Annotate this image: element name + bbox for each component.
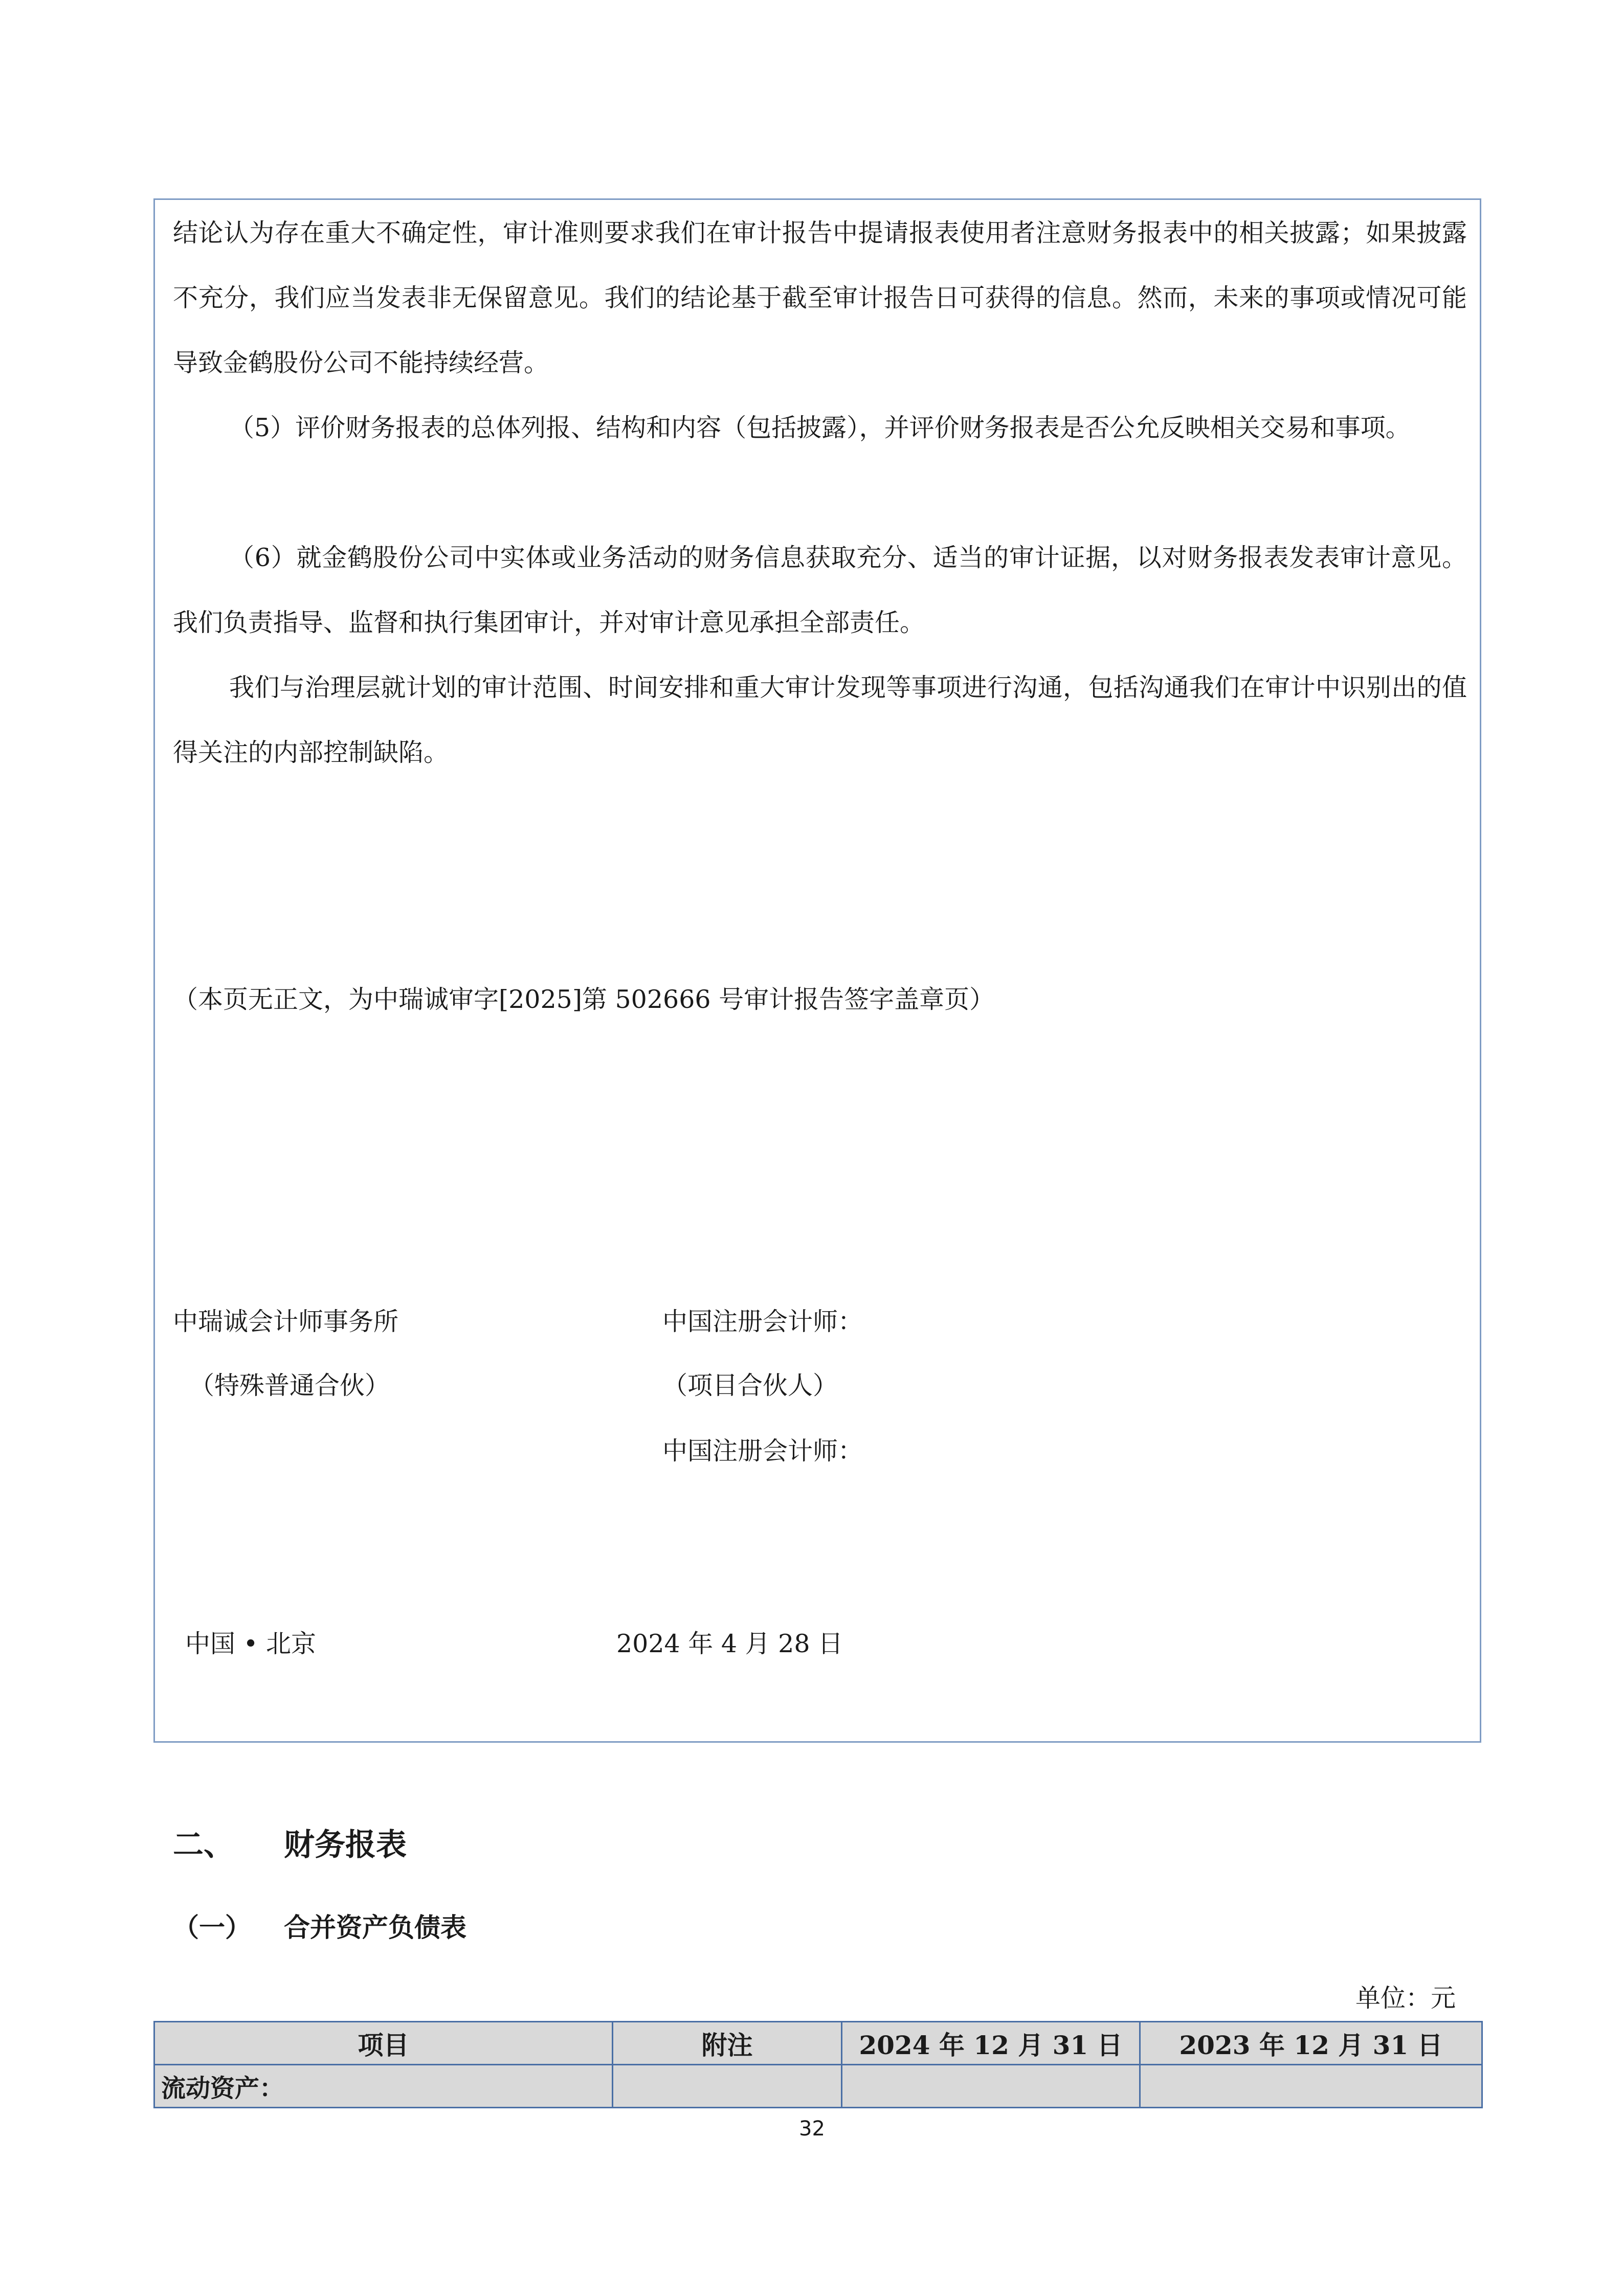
row-label: 流动资产： bbox=[154, 2065, 613, 2108]
subsection-number: （一） bbox=[173, 1913, 252, 1943]
partner-label: （项目合伙人） bbox=[662, 1371, 838, 1400]
page-number: 32 bbox=[799, 2117, 825, 2141]
table-row bbox=[154, 2065, 1482, 2108]
header-note: 附注 bbox=[613, 2022, 842, 2065]
firm-name: 中瑞诚会计师事务所 bbox=[173, 1307, 399, 1336]
paragraph-item-5: （5）评价财务报表的总体列报、结构和内容（包括披露），并评价财务报表是否公允反映相关交易和事项。 bbox=[229, 413, 1411, 442]
firm-type: （特殊普通合伙） bbox=[189, 1371, 390, 1400]
row-value-2023 bbox=[1140, 2065, 1482, 2108]
unit-label: 单位：元 bbox=[1355, 1984, 1456, 2013]
row-note bbox=[613, 2065, 842, 2108]
row-value-2024 bbox=[842, 2065, 1140, 2108]
subsection-title: 合并资产负债表 bbox=[284, 1913, 467, 1943]
header-2023: 2023 年 12 月 31 日 bbox=[1140, 2022, 1482, 2065]
header-item: 项目 bbox=[154, 2022, 613, 2065]
section-number: 二、 bbox=[173, 1827, 234, 1863]
cpa-label-2: 中国注册会计师： bbox=[662, 1436, 863, 1466]
section-title: 财务报表 bbox=[284, 1827, 407, 1863]
no-body-note: （本页无正文，为中瑞诚审字[2025]第 502666 号审计报告签字盖章页） bbox=[173, 985, 995, 1014]
report-date: 2024 年 4 月 28 日 bbox=[616, 1629, 843, 1658]
paragraph-item-6: （6）就金鹤股份公司中实体或业务活动的财务信息获取充分、适当的审计证据，以对财务报表发表审计意见。我们负责指导、监督和执行集团审计，并对审计意见承担全部责任。 bbox=[173, 543, 1467, 637]
balance-sheet-table bbox=[153, 2021, 1483, 2108]
paragraph-governance: 我们与治理层就计划的审计范围、时间安排和重大审计发现等事项进行沟通，包括沟通我们在审计中识别出的值得关注的内部控制缺陷。 bbox=[173, 673, 1467, 767]
cpa-label-1: 中国注册会计师： bbox=[662, 1307, 863, 1336]
header-2024: 2024 年 12 月 31 日 bbox=[842, 2022, 1140, 2065]
table-header-row bbox=[154, 2022, 1482, 2065]
report-location: 中国 • 北京 bbox=[185, 1629, 317, 1658]
paragraph-going-concern: 结论认为存在重大不确定性，审计准则要求我们在审计报告中提请报表使用者注意财务报表中的相关披露；如果披露不充分，我们应当发表非无保留意见。我们的结论基于截至审计报告日可获得的信息。然而，未来的事项或情况可能导致金鹤股份公司不能持续经营。 bbox=[173, 218, 1467, 377]
